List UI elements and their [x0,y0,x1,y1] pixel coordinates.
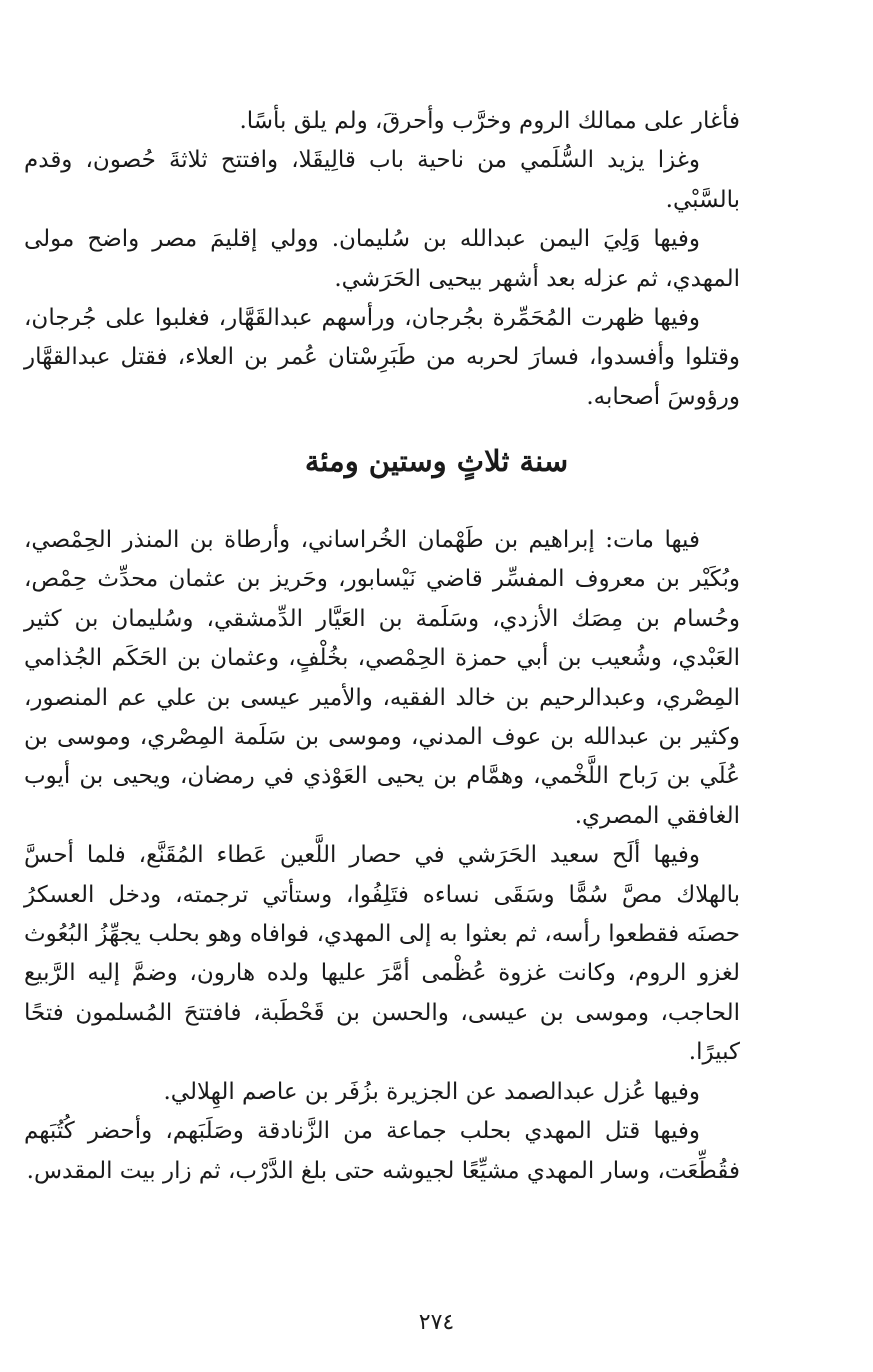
page-number: ٢٧٤ [418,1310,455,1335]
top-text-block [24,102,740,417]
paragraph-continuation: فأغار على ممالك الروم وخرَّب وأحرقَ، ولم يلق بأسًا. [239,108,740,134]
paragraph-zanadiqa-aleppo: وفيها قتل المهدي بحلب جماعة من الزَّنادقة وصَلَبَهم، وأحضر كُتُبَهم فقُطِّعَت، وسار المهدي مشيِّعًا لجيوشه حتى بلغ الدَّرْب، ثم زار بيت المقدس. [24,1118,740,1184]
paragraph-deaths: فيها مات: إبراهيم بن طَهْمان الخُراساني، وأرطاة بن المنذر الحِمْصي، وبُكَيْر بن معروف المفسِّر قاضي نَيْسابور، وحَريز بن عثمان محدِّث حِمْص، وحُسام بن مِصَك الأزدي، وسَلَمة بن العَيَّار الدِّمشقي، وسُليمان بن كثير العَبْدي، وشُعيب بن أبي حمزة الحِمْصي، بخُلْفٍ، وعثمان بن الحَكَم الجُذامي المِصْري، وعبدالرحيم بن خالد الفقيه، والأمير عيسى بن علي عم المنصور، وكثير بن عبدالله بن عوف المدني، وموسى بن سَلَمة المِصْري، وموسى بن عُلَي بن رَباح اللَّخْمي، وهمَّام بن يحيى العَوْذي في رمضان، ويحيى بن أيوب الغافقي المصري. [24,527,740,829]
paragraph-yemen-egypt-governors: وفيها وَلِيَ اليمن عبدالله بن سُليمان. وولي إقليمَ مصر واضح مولى المهدي، ثم عزله بعد أشهر بيحيى الحَرَشي. [24,226,740,292]
main-text-block [24,521,740,1191]
paragraph-yazid-raid: وغزا يزيد السُّلَمي من ناحية باب قالِيقَلا، وافتتح ثلاثةَ حُصون، وقدم بالسَّبْي. [24,147,740,213]
paragraph-muqanna-siege: وفيها ألَح سعيد الحَرَشي في حصار اللَّعين عَطاء المُقَنَّع، فلما أحسَّ بالهلاك مصَّ سُمًّا وسَقَى نساءه فتَلِفُوا، وستأتي ترجمته، ودخل العسكرُ حصنَه فقطعوا رأسه، ثم بعثوا به إلى المهدي، فوافاه وهو بحلب يجهِّزُ البُعُوث لغزو الروم، وكانت غزوة عُظْمى أمَّرَ عليها ولده هارون، وضمَّ إليه الرَّبيع الحاجب، وموسى بن عيسى، والحسن بن قَحْطَبة، فافتتحَ المُسلمون فتحًا كبيرًا. [24,842,740,1066]
paragraph-abdussamad-dismissal: وفيها عُزل عبدالصمد عن الجزيرة بزُفَر بن عاصم الهِلالي. [163,1078,700,1105]
section-heading-year-163: سنة ثلاثٍ وستين ومئة [304,444,569,478]
paragraph-muhammira-jurjan: وفيها ظهرت المُحَمِّرة بجُرجان، ورأسهم عبدالقَهَّار، فغلبوا على جُرجان، وقتلوا وأفسدوا، فسارَ لحربه من طَبَرِسْتان عُمر بن العلاء، فقتل عبدالقهَّار ورؤوسَ أصحابه. [24,305,740,410]
